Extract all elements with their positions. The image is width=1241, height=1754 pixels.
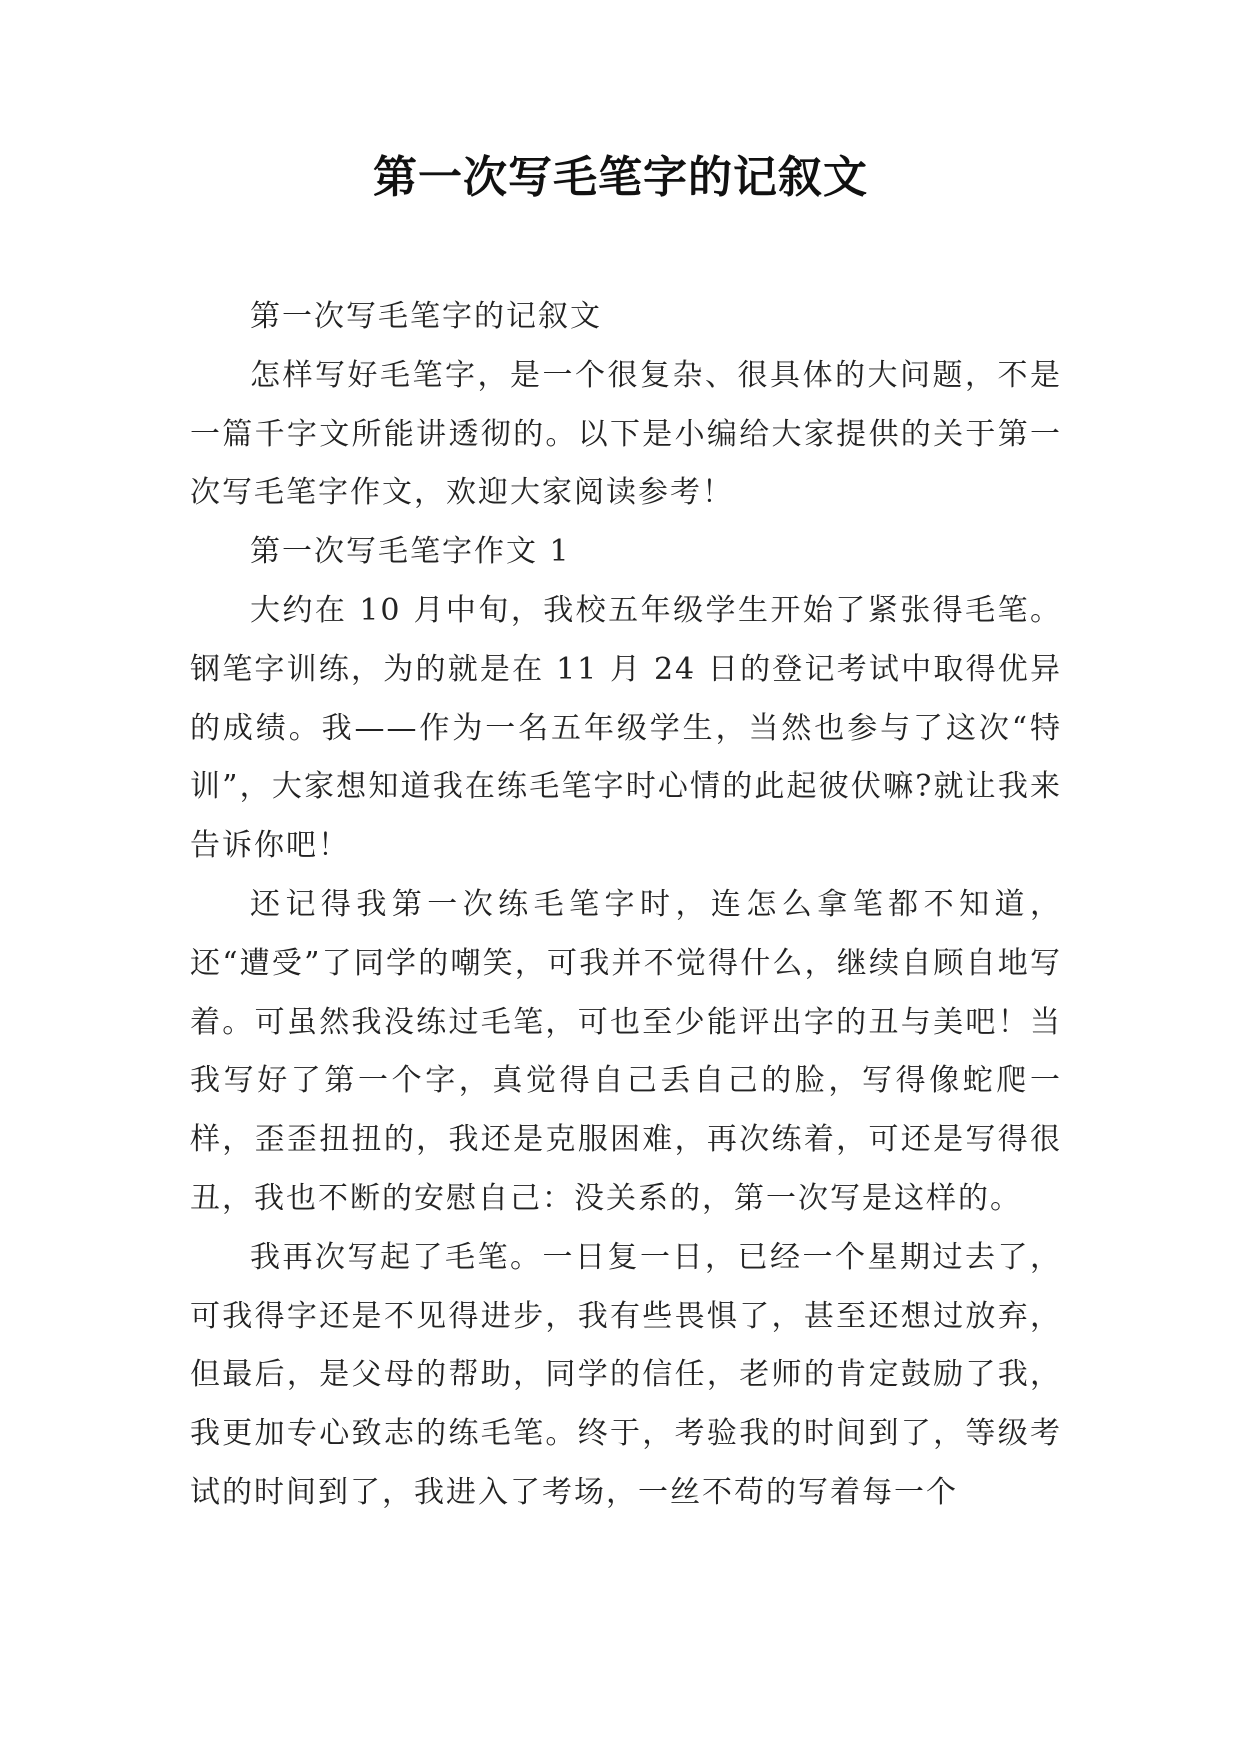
paragraph-intro: 怎样写好毛笔字，是一个很复杂、很具体的大问题，不是一篇千字文所能讲透彻的。以下是小编给大家提供的关于第一次写毛笔字作文，欢迎大家阅读参考！: [190, 357, 1062, 511]
paragraph-subtitle: 第一次写毛笔字的记叙文: [250, 299, 602, 334]
paragraph-body: 还记得我第一次练毛笔字时，连怎么拿笔都不知道，还“遭受”了同学的嘲笑，可我并不觉得什么，继续自顾自地写着。可虽然我没练过毛笔，可也至少能评出字的丑与美吧！当我写好了第一个字，真觉得自己丢自己的脸，写得像蛇爬一样，歪歪扭扭的，我还是克服困难，再次练着，可还是写得很丑，我也不断的安慰自己：没关系的，第一次写是这样的。: [190, 886, 1062, 1216]
paragraph-body: 大约在 10 月中旬，我校五年级学生开始了紧张得毛笔。钢笔字训练，为的就是在 11 月 24 日的登记考试中取得优异的成绩。我——作为一名五年级学生，当然也参与了这次“特训”，大家想知道我在练毛笔字时心情的此起彼伏嘛?就让我来告诉你吧！: [190, 592, 1062, 864]
document-title: 第一次写毛笔字的记叙文: [373, 152, 868, 203]
document-body: [190, 288, 1062, 1523]
paragraph-body: 我再次写起了毛笔。一日复一日，已经一个星期过去了，可我得字还是不见得进步，我有些畏惧了，甚至还想过放弃，但最后，是父母的帮助，同学的信任，老师的肯定鼓励了我，我更加专心致志的练毛笔。终于，考验我的时间到了，等级考试的时间到了，我进入了考场，一丝不苟的写着每一个: [190, 1239, 1062, 1510]
paragraph-essay-heading: 第一次写毛笔字作文 1: [250, 534, 571, 570]
